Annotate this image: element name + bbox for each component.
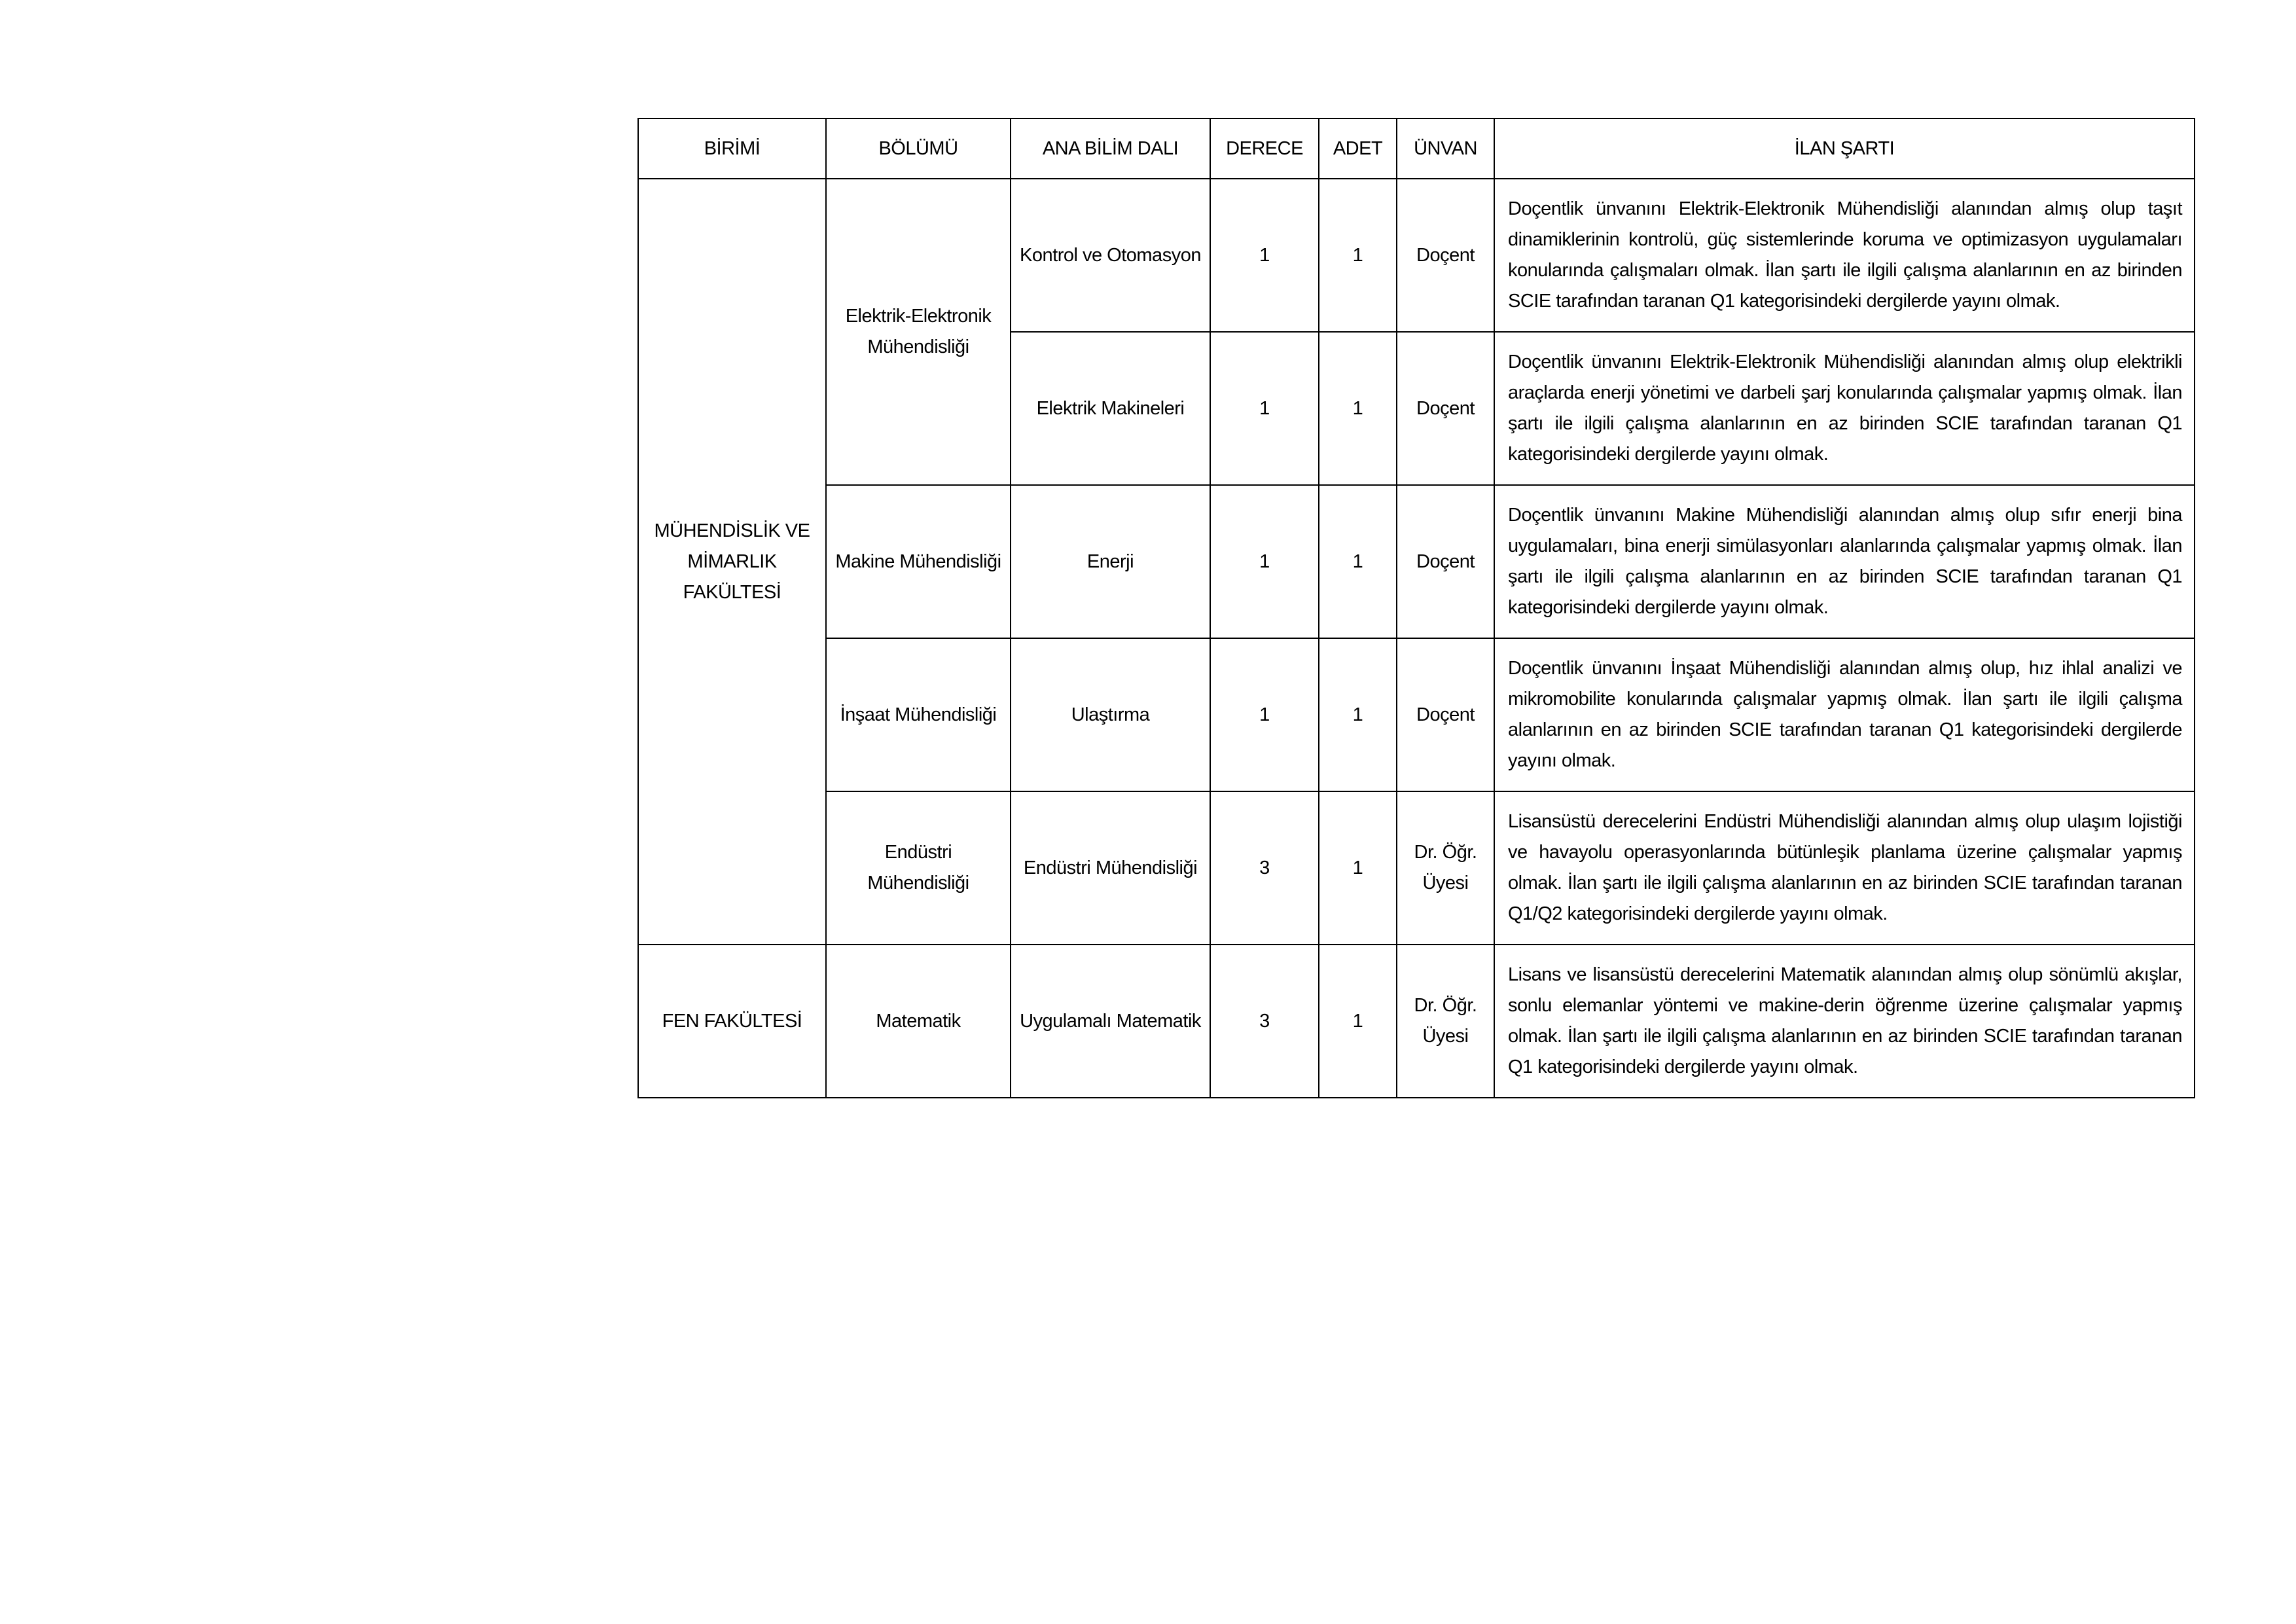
unvan-cell: Dr. Öğr. Üyesi: [1397, 945, 1494, 1098]
ilan-sarti-cell: Lisans ve lisansüstü derecelerini Matematik alanından almış olup sönümlü akışlar, sonlu elemanlar yöntemi ve makine-derin öğrenme üzerine çalışmalar yapmış olmak. İlan şartı ile ilgili çalışma alanlarının en az birinden SCIE tarafından taranan Q1 kategorisindeki dergilerde yayını olmak.: [1494, 945, 2195, 1098]
unvan-cell: Dr. Öğr. Üyesi: [1397, 791, 1494, 945]
header-bolumu: BÖLÜMÜ: [826, 118, 1011, 179]
ilan-sarti-cell: Doçentlik ünvanını Makine Mühendisliği alanından almış olup sıfır enerji bina uygulamaları, bina enerji simülasyonları alanlarında çalışmalar yapmış olmak. İlan şartı ile ilgili çalışma alanlarının en az birinden SCIE tarafından taranan Q1 kategorisindeki dergilerde yayını olmak.: [1494, 485, 2195, 638]
unvan-cell: Doçent: [1397, 638, 1494, 791]
derece-cell: 1: [1210, 332, 1319, 485]
ana-bilim-dali-cell: Enerji: [1011, 485, 1210, 638]
ilan-sarti-cell: Lisansüstü derecelerini Endüstri Mühendisliği alanından almış olup ulaşım lojistiği ve havayolu operasyonlarında bütünleşik planlama üzerine çalışmalar yapmış olmak. İlan şartı ile ilgili çalışma alanlarının en az birinden SCIE tarafından taranan Q1/Q2 kategorisindeki dergilerde yayını olmak.: [1494, 791, 2195, 945]
ana-bilim-dali-cell: Uygulamalı Matematik: [1011, 945, 1210, 1098]
unit-cell: FEN FAKÜLTESİ: [638, 945, 826, 1098]
header-ana-bilim-dali: ANA BİLİM DALI: [1011, 118, 1210, 179]
ilan-sarti-cell: Doçentlik ünvanını İnşaat Mühendisliği alanından almış olup, hız ihlal analizi ve mikromobilite konularında çalışmalar yapmış olmak. İlan şartı ile ilgili çalışma alanlarının en az birinden SCIE tarafından taranan Q1 kategorisindeki dergilerde yayını olmak.: [1494, 638, 2195, 791]
table-row: [638, 791, 2195, 945]
adet-cell: 1: [1319, 485, 1397, 638]
derece-cell: 3: [1210, 945, 1319, 1098]
adet-cell: 1: [1319, 332, 1397, 485]
ilan-sarti-cell: Doçentlik ünvanını Elektrik-Elektronik Mühendisliği alanından almış olup elektrikli araçlarda enerji yönetimi ve darbeli şarj konularında çalışmalar yapmış olmak. İlan şartı ile ilgili çalışma alanlarının en az birinden SCIE tarafından taranan Q1 kategorisindeki dergilerde yayını olmak.: [1494, 332, 2195, 485]
header-row: [638, 118, 2195, 179]
header-adet: ADET: [1319, 118, 1397, 179]
department-cell: İnşaat Mühendisliği: [826, 638, 1011, 791]
ana-bilim-dali-cell: Kontrol ve Otomasyon: [1011, 179, 1210, 332]
ilan-sarti-cell: Doçentlik ünvanını Elektrik-Elektronik Mühendisliği alanından almış olup taşıt dinamiklerinin kontrolü, güç sistemlerinde koruma ve optimizasyon uygulamaları konularında çalışmaları olmak. İlan şartı ile ilgili çalışma alanlarının en az birinden SCIE tarafından taranan Q1 kategorisindeki dergilerde yayını olmak.: [1494, 179, 2195, 332]
header-derece: DERECE: [1210, 118, 1319, 179]
unit-cell: MÜHENDİSLİK VE MİMARLIK FAKÜLTESİ: [638, 179, 826, 945]
table-row: [638, 179, 2195, 332]
adet-cell: 1: [1319, 791, 1397, 945]
unvan-cell: Doçent: [1397, 179, 1494, 332]
derece-cell: 1: [1210, 485, 1319, 638]
position-announcement-table: [637, 118, 2195, 1098]
ana-bilim-dali-cell: Ulaştırma: [1011, 638, 1210, 791]
table-row: [638, 945, 2195, 1098]
department-cell: Matematik: [826, 945, 1011, 1098]
derece-cell: 1: [1210, 638, 1319, 791]
adet-cell: 1: [1319, 179, 1397, 332]
department-cell: Endüstri Mühendisliği: [826, 791, 1011, 945]
adet-cell: 1: [1319, 638, 1397, 791]
unvan-cell: Doçent: [1397, 332, 1494, 485]
department-cell: Makine Mühendisliği: [826, 485, 1011, 638]
table-row: [638, 638, 2195, 791]
ana-bilim-dali-cell: Elektrik Makineleri: [1011, 332, 1210, 485]
ana-bilim-dali-cell: Endüstri Mühendisliği: [1011, 791, 1210, 945]
department-cell: Elektrik-Elektronik Mühendisliği: [826, 179, 1011, 485]
header-unvan: ÜNVAN: [1397, 118, 1494, 179]
derece-cell: 1: [1210, 179, 1319, 332]
adet-cell: 1: [1319, 945, 1397, 1098]
header-ilan-sarti: İLAN ŞARTI: [1494, 118, 2195, 179]
header-birimi: BİRİMİ: [638, 118, 826, 179]
unvan-cell: Doçent: [1397, 485, 1494, 638]
table-row: [638, 485, 2195, 638]
derece-cell: 3: [1210, 791, 1319, 945]
